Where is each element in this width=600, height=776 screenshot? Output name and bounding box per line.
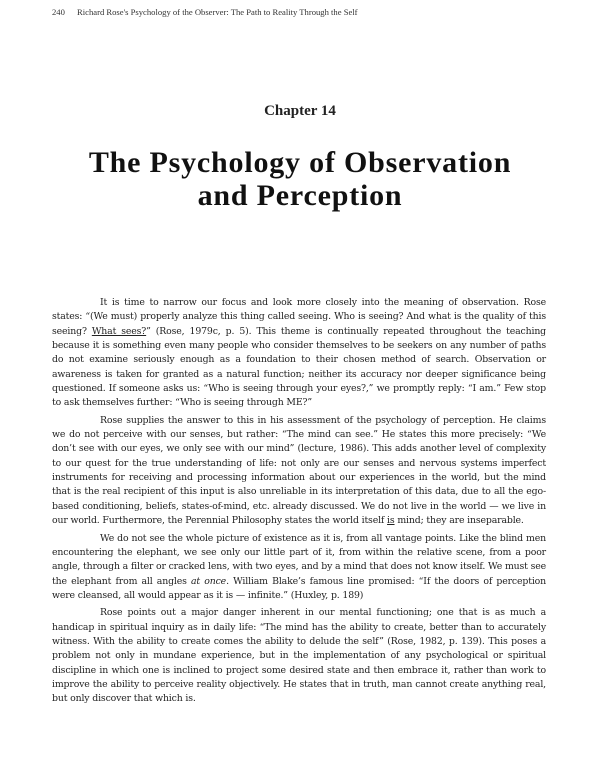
italic-text: at once — [191, 575, 227, 587]
paragraph-text: It is time to narrow our focus and look more closely into the meaning of observation. Rose states: “(We must) properly analyze this thing called seeing. Who is seeing? And what is the quality of this seeing? — [52, 297, 546, 337]
paragraph-text: mind; they are inseparable. — [394, 515, 524, 527]
running-head — [52, 7, 358, 17]
underlined-text: is — [387, 515, 395, 527]
paragraph-3 — [52, 532, 546, 604]
paragraph-text: Rose points out a major danger inherent in our mental functioning; one that is as much a handicap in spiritual inquiry as in daily life: “The mind has the ability to create, better than to accurately witness. With the ability to create comes the ability to delude the self” (Rose, 1982, p. 139). This poses a problem not only in mundane experience, but in the implementation of any psychological or spiritual discipline in which one is inclined to project some desired state and then embrace it, rather than work to improve the ability to perceive reality objectively. He states that in truth, man cannot create anything real, but only discover that which is. — [52, 607, 546, 705]
page-number: 240 — [52, 7, 65, 17]
chapter-title-line-2: and Perception — [197, 179, 403, 212]
body-text — [52, 296, 546, 710]
paragraph-text: ” (Rose, 1979c, p. 5). This theme is continually repeated throughout the teaching because it is something even many people who consider themselves to be seekers on any number of paths do not examine seriously enough as a foundation to their chosen method of search. Observation or awareness is taken for granted as a natural function; neither its accuracy nor deeper significance being questioned. If someone asks us: “Who is seeing through your eyes?,” we promptly reply: “I am.” Few stop to ask themselves further: “Who is seeing through ME?” — [52, 325, 547, 409]
chapter-label: Chapter 14 — [264, 103, 336, 119]
paragraph-text: . William Blake’s famous line promised: “If the doors of perception were cleansed, all would appear as it is — infinite.” (Huxley, p. 189) — [52, 575, 547, 601]
paragraph-2 — [52, 414, 546, 529]
paragraph-text: Rose supplies the answer to this in his assessment of the psychology of perception. He claims we do not perceive with our senses, but rather: “The mind can see.” He states this more precisely: “We don’t see with our eyes, we only see with our mind” (lecture, 1986). This adds another level of complexity to our quest for the true understanding of life: not only are our senses and nervous systems imperfect instruments for receiving and processing information about our experiences in the world, but the mind that is the real recipient of this input is also unreliable in its interpretation of this data, due to all the ego-based conditioning, beliefs, states-of-mind, etc. already discussed. We do not live in the world — we live in our world. Furthermore, the Perennial Philosophy states the world itself — [52, 414, 546, 527]
underlined-text: What sees? — [91, 325, 147, 337]
chapter-title — [0, 146, 600, 212]
book-title: Richard Rose's Psychology of the Observer: The Path to Reality Through the Self — [77, 7, 358, 17]
paragraph-1 — [52, 296, 546, 411]
chapter-title-line-1: The Psychology of Observation — [88, 146, 512, 179]
paragraph-4 — [52, 606, 546, 706]
paragraph-text: We do not see the whole picture of existence as it is, from all vantage points. Like the blind men encountering the elephant, we see only our little part of it, from within the relative scene, from a poor angle, through a filter or cracked lens, with two eyes, and by a mind that does not know itself. We must see the elephant from all angles — [52, 532, 546, 587]
